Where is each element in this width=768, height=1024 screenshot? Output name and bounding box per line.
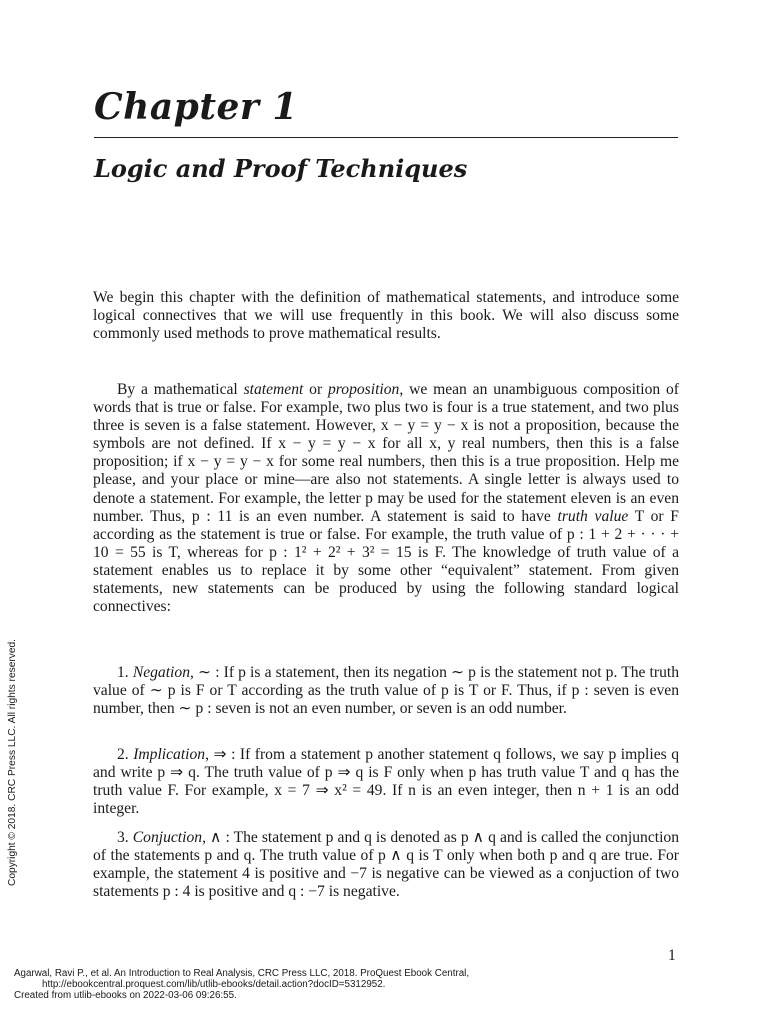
item-number: 1.: [117, 664, 133, 681]
page-number: 1: [668, 947, 676, 964]
citation-line: Created from utlib-ebooks on 2022-03-06 09:26:55.: [14, 989, 237, 1001]
text-run: or: [303, 381, 328, 398]
citation-footer: [14, 969, 469, 1001]
copyright-notice: Copyright © 2018. CRC Press LLC. All rights reserved.: [7, 638, 18, 886]
item-name: Negation: [132, 664, 190, 681]
chapter-label: Chapter 1: [94, 86, 298, 128]
text-run: T or F according as the statement is true or false. For example, the truth value of p : 1 + 2 + · · · + 10 = 55 is T, whereas for p : 1² + 2² + 3² = 15 is F. The knowledge of truth value of a statement enables us to replace it by some other “equivalent” statement. From given statements, new statements can be produced by using the following standard logical connectives:: [93, 507, 679, 616]
item-name: Implication: [133, 746, 206, 763]
intro-paragraph: We begin this chapter with the definition of mathematical statements, and introduce some logical connectives that we will use frequently in this book. We will also discuss some commonly used methods to prove mathematical results.: [93, 289, 679, 343]
list-item-implication: [93, 746, 679, 818]
title-rule: [94, 137, 678, 138]
citation-line: Agarwal, Ravi P., et al. An Introduction to Real Analysis, CRC Press LLC, 2018. ProQuest Ebook Central,: [14, 968, 470, 979]
item-text: , ⇒ : If from a statement p another statement q follows, we say p implies q and write p ⇒ q. The truth value of p ⇒ q is F only when p has truth value T and q has the truth value F. For example, x = 7 ⇒ x² = 49. If n is an even integer, then n + 1 is an odd integer.: [93, 746, 680, 818]
item-text: , ∼ : If p is a statement, then its negation ∼ p is the statement not p. The truth value of ∼ p is F or T according as the truth value of p is T or F. Thus, if p : seven is even number, then ∼ p : seven is not an even number, or seven is an odd number.: [93, 664, 680, 718]
text-run: , we mean an unambiguous composition of words that is true or false. For example, two plus two is four is a true statement, and two plus three is seven is a false statement. However, x − y = y − x is not a proposition, because the symbols are not defined. If x − y = y − x for all x, y real numbers, then this is a false proposition; if x − y = y − x for some real numbers, then this is a true proposition. Help me please, and your place or mine—are also not statements. A single letter is always used to denote a statement. For example, the letter p may be used for the statement eleven is an even number. Thus, p : 11 is an even number. A statement is said to have: [93, 381, 679, 525]
statement-definition-paragraph: [93, 381, 679, 616]
item-number: 3.: [117, 829, 133, 846]
term-truth-value: truth value: [557, 507, 629, 525]
chapter-title: Logic and Proof Techniques: [94, 154, 468, 183]
item-number: 2.: [117, 746, 134, 763]
list-item-conjunction: [93, 829, 679, 901]
citation-link[interactable]: http://ebookcentral.proquest.com/lib/utlib-ebooks/detail.action?docID=5312952.: [42, 978, 386, 990]
item-text: , ∧ : The statement p and q is denoted as p ∧ q and is called the conjunction of the statements p and q. The truth value of p ∧ q is T only when both p and q are true. For example, the statement 4 is positive and −7 is negative can be viewed as a conjuction of two statements p : 4 is positive and q : −7 is negative.: [93, 829, 680, 901]
term-proposition: proposition: [328, 381, 400, 398]
list-item-negation: [93, 664, 679, 718]
item-name: Conjuction: [132, 829, 203, 846]
text-run: By a mathematical: [117, 381, 244, 398]
term-statement: statement: [243, 381, 304, 398]
